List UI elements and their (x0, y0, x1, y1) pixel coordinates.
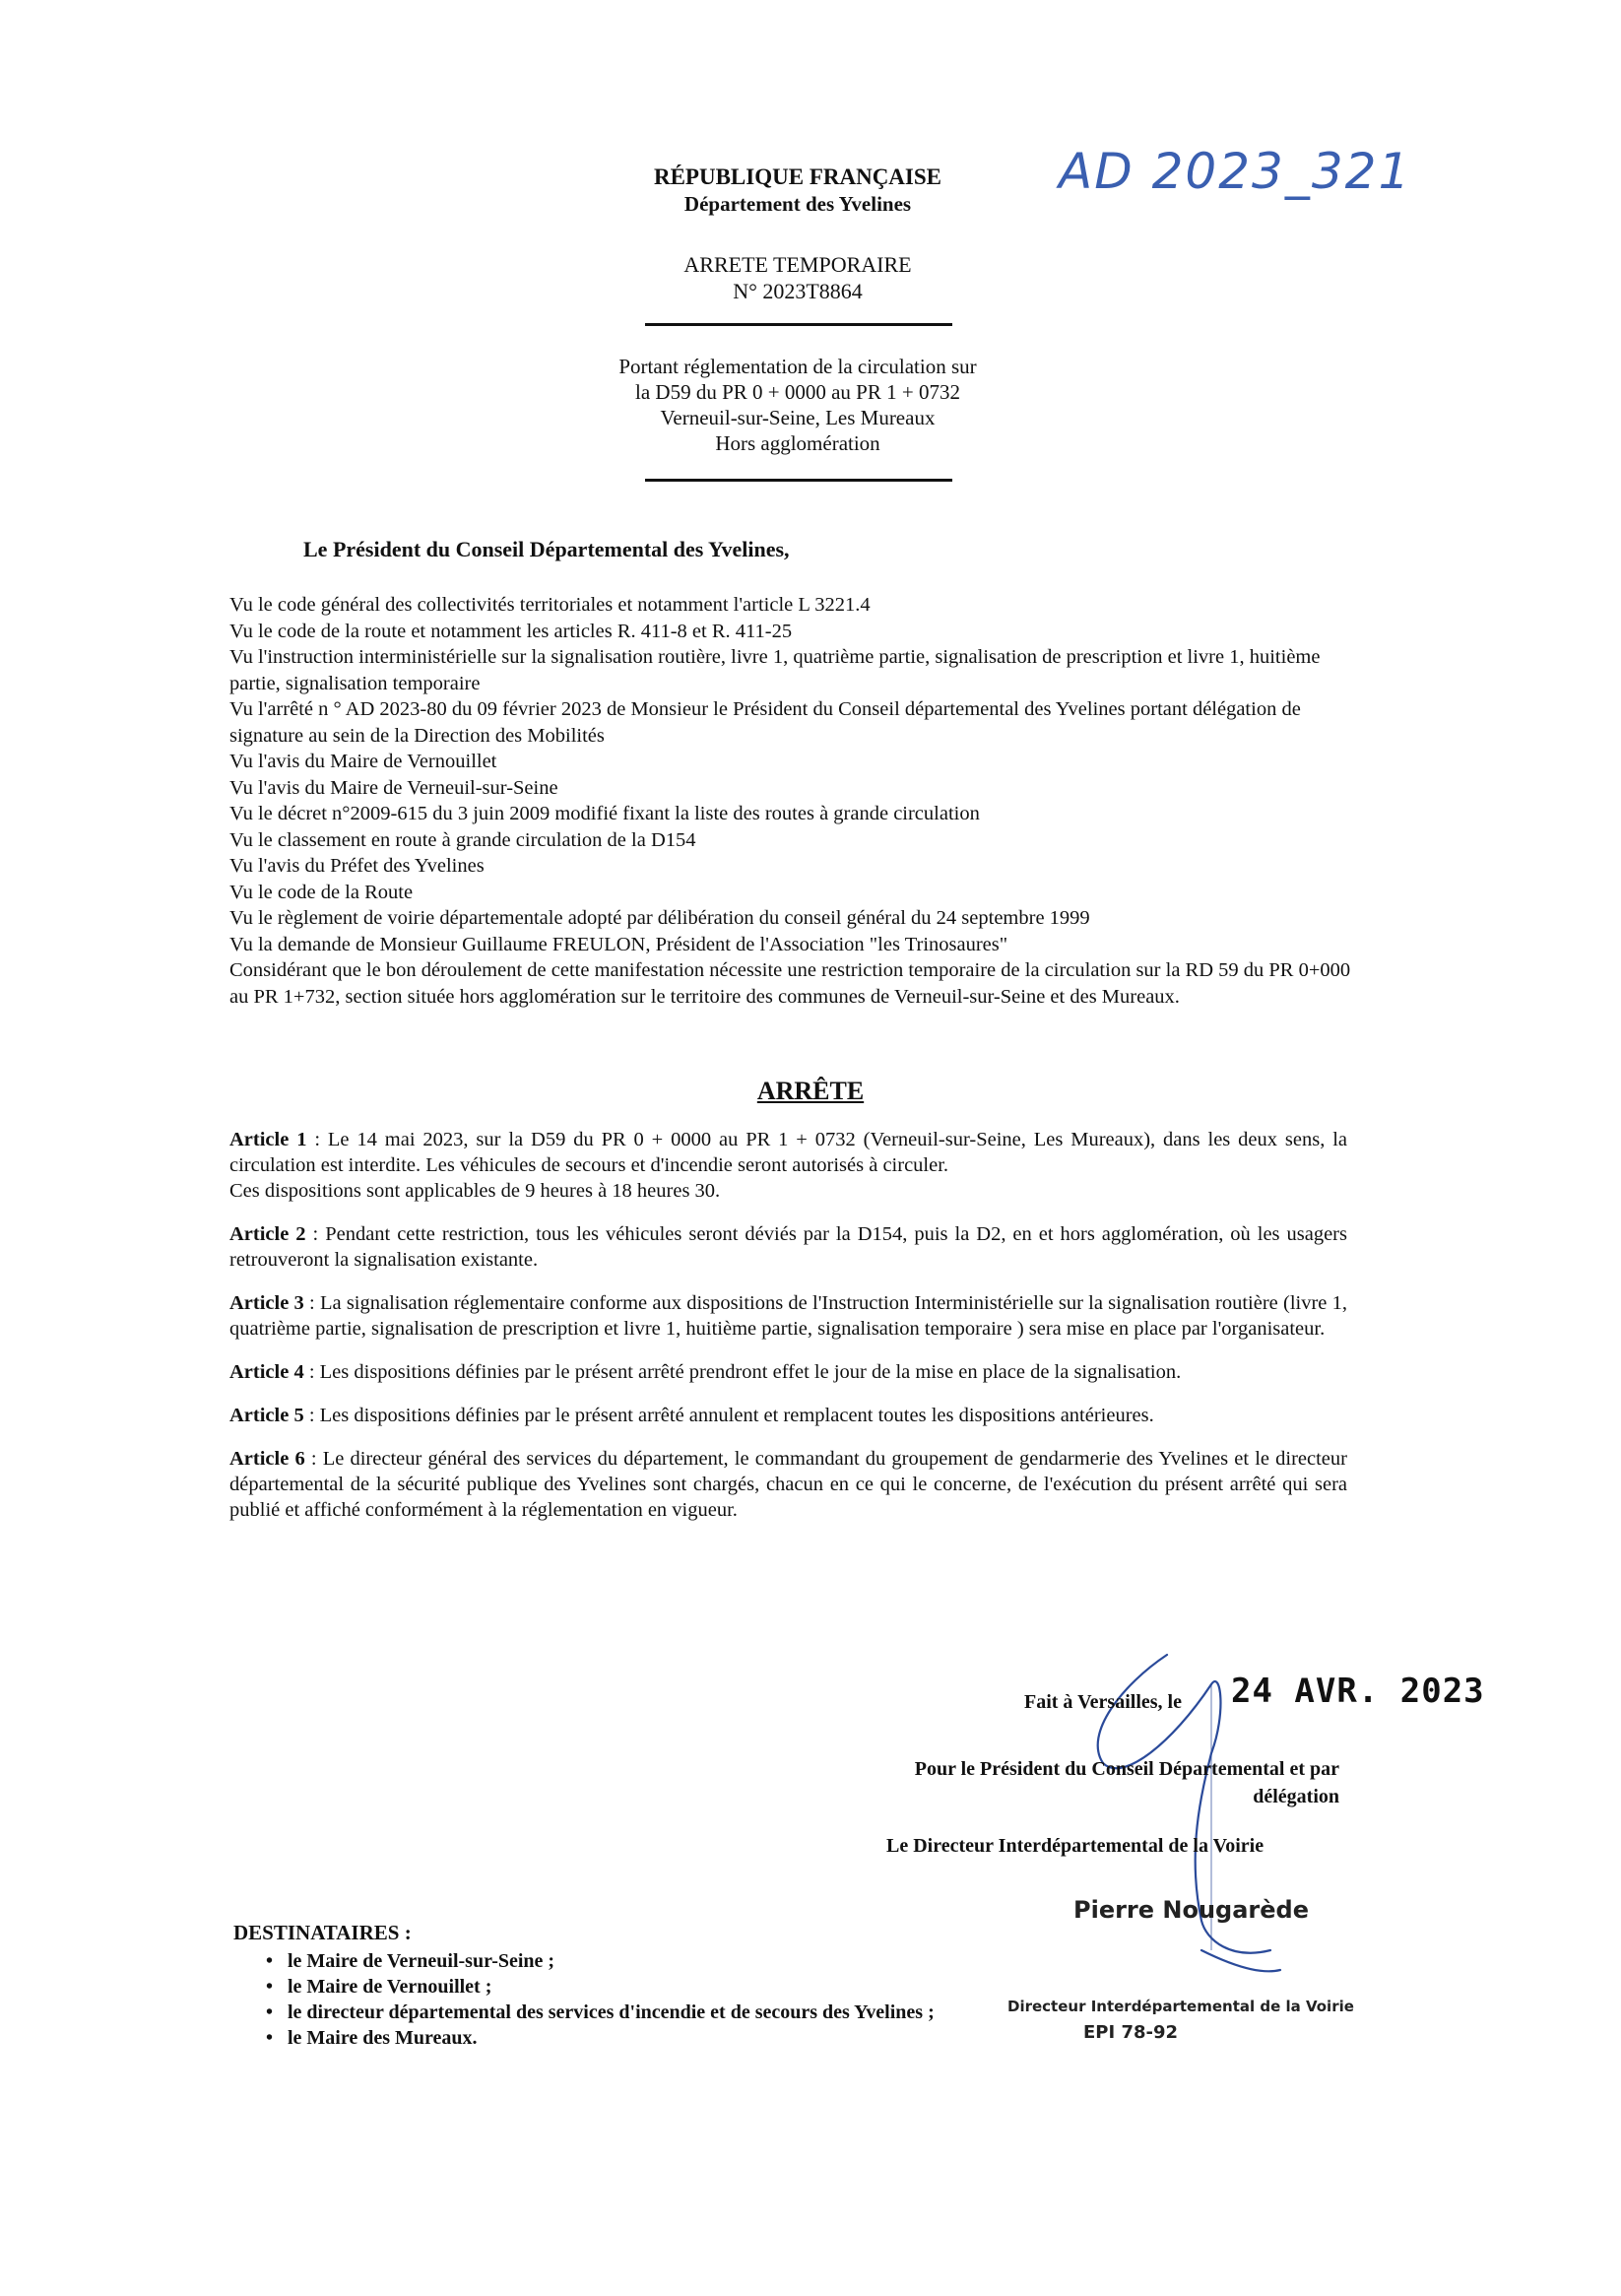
article-text: : Les dispositions définies par le présent arrêté annulent et remplacent toutes les dispositions antérieures. (303, 1405, 1154, 1426)
articles-list (229, 1127, 1347, 1541)
visa-item: Vu le code de la route et notamment les articles R. 411-8 et R. 411-25 (229, 620, 793, 642)
visa-item: Considérant que le bon déroulement de cette manifestation nécessite une restriction temporaire de la circulation sur la RD 59 du PR 0+000 au PR 1+732, section située hors agglomération sur le territoire des communes de Verneuil-sur-Seine et des Mureaux. (229, 959, 1351, 1008)
article-5 (229, 1403, 1347, 1428)
article-text: : Le 14 mai 2023, sur la D59 du PR 0 + 0000 au PR 1 + 0732 (Verneuil-sur-Seine, Les Mureaux), dans les deux sens, la circulation est interdite. Les véhicules de secours et d'incendie seront autorisés à circuler. (229, 1129, 1347, 1176)
visa-item: Vu l'avis du Maire de Verneuil-sur-Seine (229, 776, 558, 799)
document-header (551, 164, 1044, 217)
arrete-title: ARRÊTE (756, 1077, 865, 1105)
president-heading: Le Président du Conseil Départemental des Yvelines, (303, 537, 790, 561)
article-extra: Ces dispositions sont applicables de 9 heures à 18 heures 30. (229, 1180, 721, 1202)
department-label: Département des Yvelines (683, 192, 912, 216)
article-label: Article 6 (229, 1448, 305, 1470)
handwritten-annotation: AD 2023_321 (1059, 143, 1412, 200)
article-1 (229, 1127, 1347, 1204)
signatory-name: Pierre Nougarède (1073, 1896, 1310, 1924)
article-3 (229, 1290, 1347, 1342)
list-item: • le Maire des Mureaux. (266, 2025, 935, 2051)
article-text: : La signalisation réglementaire conforme aux dispositions de l'Instruction Interministérielle sur la signalisation routière (livre 1, quatrième partie, signalisation de prescription et livre 1, huitième partie, signalisation temporaire ) sera mise en place par l'organisateur. (229, 1292, 1347, 1340)
article-text: : Le directeur général des services du département, le commandant du groupement de gendarmerie des Yvelines et le directeur départemental de la sécurité publique des Yvelines sont chargés, chacun en ce qui le concerne, de l'exécution du présent arrêté qui sera publié et affiché conformément à la réglementation en vigueur. (229, 1448, 1347, 1521)
visa-item: Vu le code général des collectivités territoriales et notamment l'article L 3221.4 (229, 594, 871, 616)
article-6 (229, 1446, 1347, 1523)
delegation-text: Pour le Président du Conseil Départemental et par délégation (914, 1758, 1339, 1807)
list-item: • le Maire de Vernouillet ; (266, 1974, 935, 2000)
visa-item: Vu l'arrêté n ° AD 2023-80 du 09 février 2023 de Monsieur le Président du Conseil départemental des Yvelines portant délégation de signature au sein de la Direction des Mobilités (229, 698, 1301, 747)
visas-list (229, 592, 1352, 1010)
divider-rule (645, 323, 952, 326)
article-text: : Les dispositions définies par le présent arrêté prendront effet le jour de la mise en place de la signalisation. (303, 1361, 1182, 1383)
subject-line: la D59 du PR 0 + 0000 au PR 1 + 0732 (635, 380, 960, 404)
visa-item: Vu le classement en route à grande circulation de la D154 (229, 828, 696, 851)
date-stamp: 24 AVR. 2023 (1231, 1672, 1485, 1711)
destinataires-list (266, 1948, 935, 2051)
article-2 (229, 1221, 1347, 1273)
article-label: Article 1 (229, 1129, 307, 1150)
article-label: Article 2 (229, 1223, 306, 1245)
signature-place: Fait à Versailles, le (1024, 1691, 1182, 1713)
doc-type: ARRETE TEMPORAIRE (683, 252, 912, 277)
article-label: Article 5 (229, 1405, 304, 1426)
doc-number: N° 2023T8864 (733, 279, 863, 303)
subject-block (551, 354, 1044, 456)
stamp-title: Directeur Interdépartemental de la Voirie (1007, 1998, 1354, 2015)
visa-item: Vu l'instruction interministérielle sur la signalisation routière, livre 1, quatrième partie, signalisation de prescription et livre 1, huitième partie, signalisation temporaire (229, 646, 1321, 694)
subject-line: Verneuil-sur-Seine, Les Mureaux (660, 406, 936, 429)
list-item: • le Maire de Verneuil-sur-Seine ; (266, 1948, 935, 1974)
visa-item: Vu la demande de Monsieur Guillaume FREULON, Président de l'Association "les Trinosaures" (229, 933, 1008, 955)
article-text: : Pendant cette restriction, tous les véhicules seront déviés par la D154, puis la D2, en et hors agglomération, où les usagers retrouveront la signalisation existante. (229, 1223, 1347, 1271)
stamp-code: EPI 78-92 (1083, 2022, 1179, 2043)
destinataires-title: DESTINATAIRES : (233, 1921, 412, 1944)
article-label: Article 4 (229, 1361, 304, 1383)
director-title: Le Directeur Interdépartemental de la Voirie (886, 1835, 1264, 1857)
article-label: Article 3 (229, 1292, 304, 1314)
visa-item: Vu le décret n°2009-615 du 3 juin 2009 modifié fixant la liste des routes à grande circulation (229, 803, 980, 824)
arrete-heading (551, 251, 1044, 304)
visa-item: Vu l'avis du Préfet des Yvelines (229, 855, 485, 877)
list-item: • le directeur départemental des services d'incendie et de secours des Yvelines ; (266, 2000, 935, 2025)
subject-line: Hors agglomération (715, 431, 880, 455)
republic-label: RÉPUBLIQUE FRANÇAISE (653, 164, 941, 189)
visa-item: Vu le règlement de voirie départementale adopté par délibération du conseil général du 24 septembre 1999 (229, 907, 1090, 929)
visa-item: Vu l'avis du Maire de Vernouillet (229, 751, 497, 772)
article-4 (229, 1359, 1347, 1385)
divider-rule (645, 479, 952, 482)
subject-line: Portant réglementation de la circulation sur (618, 355, 977, 378)
visa-item: Vu le code de la Route (229, 881, 414, 903)
